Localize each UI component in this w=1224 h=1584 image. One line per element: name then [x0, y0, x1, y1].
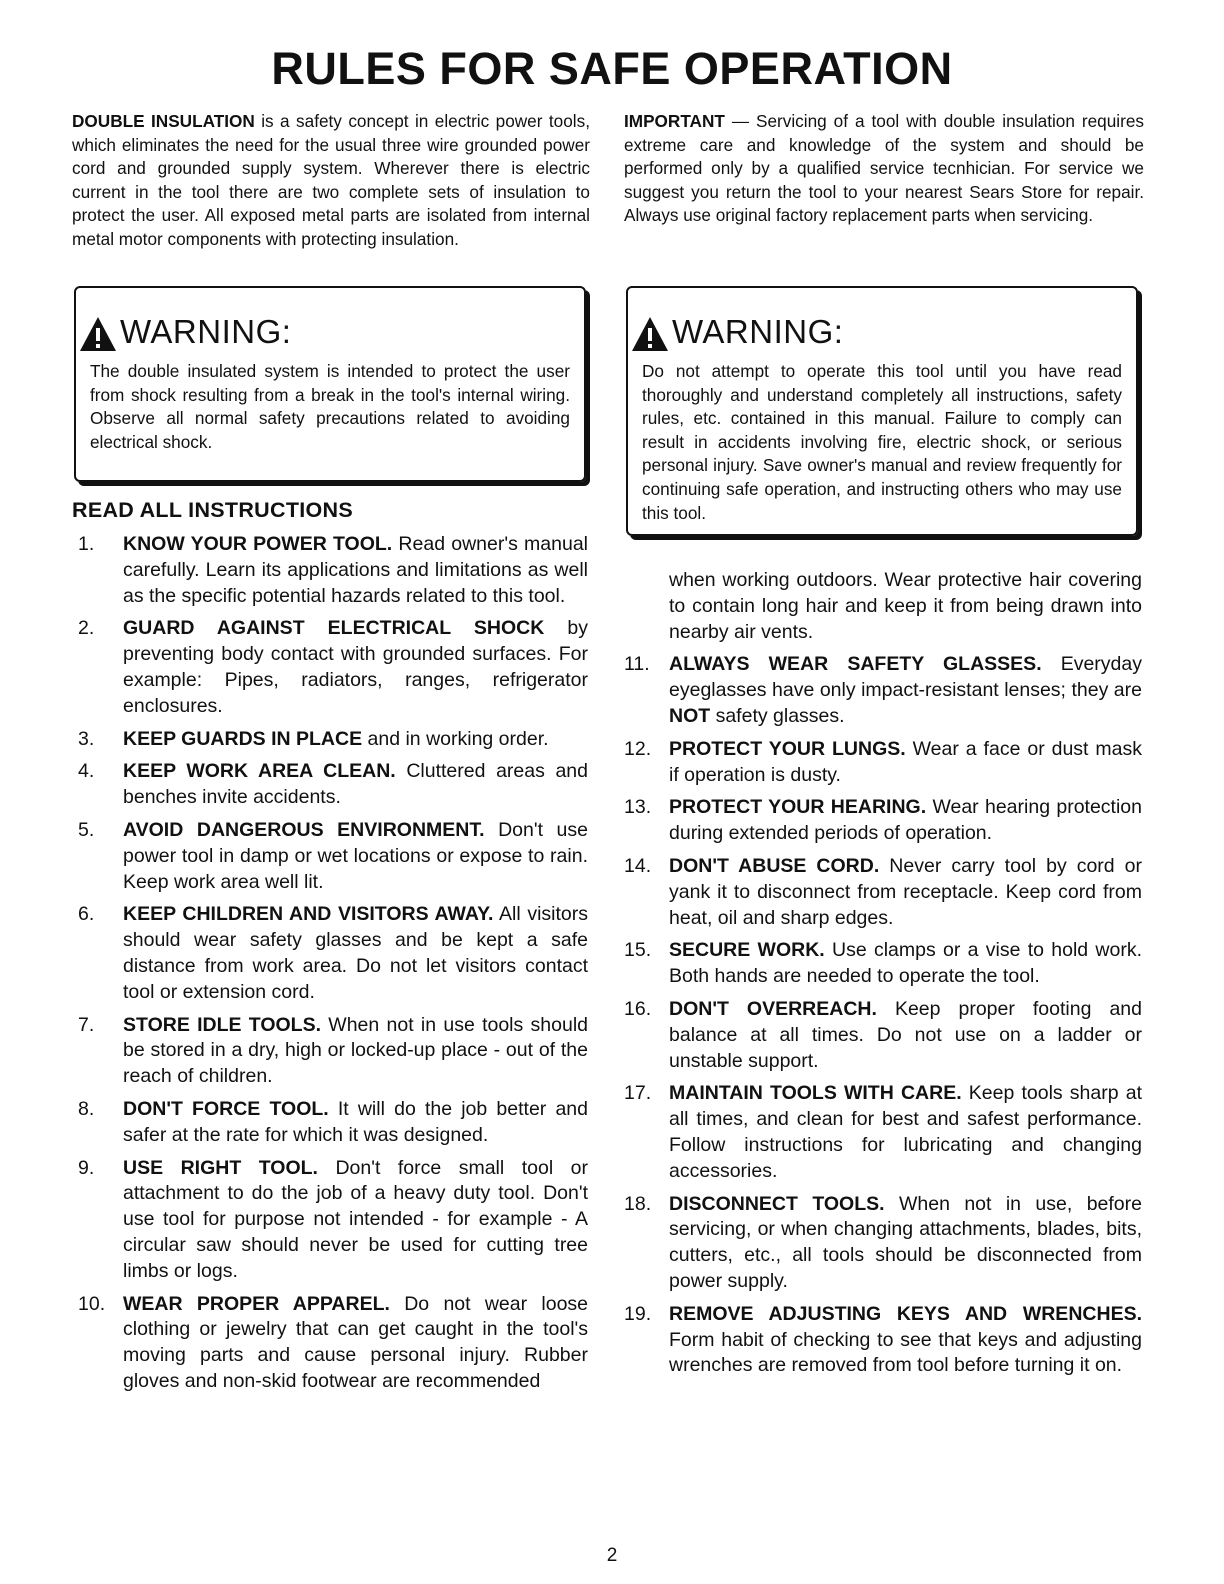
rule-lead: KEEP WORK AREA CLEAN. [123, 760, 396, 783]
rule-lead: DON'T OVERREACH. [669, 997, 877, 1020]
rule-text: Use clamps or a vise to hold work. Both hands are needed to operate the tool. [669, 939, 1142, 988]
rules-list-left [78, 532, 588, 1402]
rule-lead: GUARD AGAINST ELECTRICAL SHOCK [123, 617, 545, 640]
rule-number: 2. [78, 617, 95, 640]
rule-item [78, 1097, 588, 1149]
rule-text: Do not wear loose clothing or jewelry that can get caught in the tool's moving parts and cause personal injury. Rubber gloves and non-skid footwear are recommended [123, 1292, 589, 1392]
rule-item [624, 997, 1142, 1074]
rule-item [624, 1302, 1142, 1379]
rule-text: by preventing body contact with grounded surfaces. For example: Pipes, radiators, ranges, refrigerator enclosures. [123, 617, 589, 717]
rule-item [78, 1292, 588, 1395]
rule-text: It will do the job better and safer at the rate for which it was designed. [123, 1097, 588, 1146]
warning-header [630, 288, 1122, 348]
rule-number: 14. [624, 854, 652, 877]
rule-item [78, 759, 588, 811]
rule-lead: PROTECT YOUR HEARING. [669, 796, 927, 819]
intro-lead: IMPORTANT [624, 111, 725, 131]
rule-lead: MAINTAIN TOOLS WITH CARE. [669, 1082, 962, 1105]
warning-box-read-manual [626, 286, 1138, 536]
rule-lead: KNOW YOUR POWER TOOL. [123, 533, 393, 555]
rule-item [624, 1192, 1142, 1295]
rule-text: Never carry tool by cord or yank it to disconnect from receptacle. Keep cord from heat, oil and sharp edges. [669, 854, 1142, 929]
rule-item [78, 727, 588, 753]
rule-number: 18. [624, 1192, 652, 1215]
warning-box-insulation [74, 286, 586, 482]
rule-number: 7. [78, 1013, 95, 1036]
warning-title: WARNING: [120, 313, 292, 350]
rule-text: Don't force small tool or attachment to do the job of a heavy duty tool. Don't use tool for purpose not intended - for example - A circular saw should never be used for cutting tree limbs or logs. [123, 1156, 588, 1282]
rule-lead: DON'T FORCE TOOL. [123, 1097, 329, 1120]
rule-item [624, 795, 1142, 847]
rule-lead: PROTECT YOUR LUNGS. [669, 737, 906, 760]
rule-text: Form habit of checking to see that keys and adjusting wrenches are removed from tool before turning it on. [669, 1328, 1142, 1377]
warning-text: The double insulated system is intended to protect the user from shock resulting from a break in the tool's internal wiring. Observe all normal safety precautions related to avoiding electrical shock. [90, 361, 570, 452]
rule-number: 16. [624, 997, 652, 1020]
intro-text: — Servicing of a tool with double insulation requires extreme care and knowledge of the system and should be performed only by a qualified service tecnhician. For service we suggest you return the tool to your nearest Sears Store for repair. Always use original factory replacement parts when servicing. [624, 111, 1144, 226]
rule-item [78, 1013, 588, 1090]
rule-lead: KEEP GUARDS IN PLACE [123, 727, 363, 750]
rule-emphasis: NOT [669, 704, 711, 727]
rule-item [624, 854, 1142, 931]
warning-triangle-icon [630, 314, 670, 354]
rule-lead: STORE IDLE TOOLS. [123, 1013, 322, 1036]
rules-list-right [624, 568, 1142, 1386]
rule-number: 13. [624, 796, 652, 819]
rule-lead: SECURE WORK. [669, 939, 825, 962]
rule-lead: AVOID DANGEROUS ENVIRONMENT. [123, 818, 485, 841]
rule-text: When not in use, before servicing, or when changing attachments, blades, bits, cutters, etc., all tools should be disconnected from power supply. [669, 1192, 1142, 1292]
rule-text: When not in use tools should be stored in a dry, high or locked-up place - out of the reach of children. [123, 1013, 588, 1088]
rule-text: Wear a face or dust mask if operation is dusty. [669, 737, 1142, 786]
rule-number: 3. [78, 727, 95, 750]
rule-number: 8. [78, 1097, 95, 1120]
rule-item [78, 818, 588, 895]
rule-item [624, 938, 1142, 990]
warning-title: WARNING: [672, 313, 844, 350]
intro-lead: DOUBLE INSULATION [72, 111, 255, 131]
rule-item [624, 1081, 1142, 1184]
rule-number: 15. [624, 939, 652, 962]
intro-important [624, 110, 1144, 228]
warning-triangle-icon [78, 314, 118, 354]
rule-item [78, 532, 588, 609]
rule-item [78, 902, 588, 1005]
rule-text: Keep tools sharp at all times, and clean for best and safest performance. Follow instructions for lubricating and changing accessories. [669, 1082, 1142, 1182]
rule-text: All visitors should wear safety glasses and be kept a safe distance from work area. Do not let visitors contact tool or extension cord. [123, 903, 588, 1003]
rule-item [78, 1156, 588, 1285]
rule-text: Keep proper footing and balance at all times. Do not use on a ladder or unstable support. [669, 997, 1142, 1072]
rule-text: Wear hearing protection during extended periods of operation. [669, 796, 1142, 845]
rule-item [624, 737, 1142, 789]
section-heading: READ ALL INSTRUCTIONS [72, 498, 354, 522]
rule-number: 17. [624, 1082, 652, 1105]
intro-double-insulation [72, 110, 590, 252]
rule-text: Read owner's manual carefully. Learn its applications and limitations as well as the specific potential hazards related to this tool. [123, 533, 588, 607]
rule-number: 19. [624, 1302, 652, 1325]
rule-number: 5. [78, 818, 95, 841]
rule-lead: WEAR PROPER APPAREL. [123, 1292, 390, 1315]
page-title: RULES FOR SAFE OPERATION [271, 43, 953, 94]
rule-item [78, 616, 588, 719]
page-number: 2 [606, 1545, 618, 1566]
warning-text: Do not attempt to operate this tool until you have read thoroughly and understand completely all instructions, safety rules, etc. contained in this manual. Failure to comply can result in accidents involving fire, electric shock, or serious personal injury. Save owner's manual and review frequently for continuing safe operation, and instructing others who may use this tool. [642, 361, 1122, 523]
rule-text: Don't use power tool in damp or wet locations or expose to rain. Keep work area well lit. [123, 818, 588, 893]
rule-10-continued: when working outdoors. Wear protective hair covering to contain long hair and keep it from being drawn into nearby air vents. [669, 569, 1142, 643]
rule-lead: KEEP CHILDREN AND VISITORS AWAY. [123, 903, 494, 926]
rule-number: 1. [78, 533, 95, 555]
warning-header [78, 288, 570, 348]
rule-text: Cluttered areas and benches invite accidents. [123, 760, 588, 809]
rule-number: 11. [624, 653, 650, 676]
rule-text: and in working order. [362, 727, 549, 750]
intro-text: is a safety concept in electric power tools, which eliminates the need for the usual three wire grounded power cord and grounded supply system. Wherever there is electric current in the tool there are two complete sets of insulation to protect the user. All exposed metal parts are isolated from internal metal motor components with protecting insulation. [72, 111, 590, 249]
rule-number: 12. [624, 737, 652, 760]
rule-number: 4. [78, 760, 95, 783]
rule-text: safety glasses. [710, 704, 845, 727]
rule-item [624, 652, 1142, 729]
rule-lead: ALWAYS WEAR SAFETY GLASSES. [669, 653, 1042, 676]
rule-lead: DON'T ABUSE CORD. [669, 854, 880, 877]
rule-lead: DISCONNECT TOOLS. [669, 1192, 885, 1215]
rule-lead: USE RIGHT TOOL. [123, 1156, 318, 1179]
rule-text: Everyday eyeglasses have only impact-resistant lenses; they are [669, 653, 1142, 702]
rule-number: 10. [78, 1292, 106, 1315]
rule-number: 9. [78, 1156, 95, 1179]
rule-lead: REMOVE ADJUSTING KEYS AND WRENCHES. [669, 1302, 1142, 1325]
rule-number: 6. [78, 903, 95, 926]
